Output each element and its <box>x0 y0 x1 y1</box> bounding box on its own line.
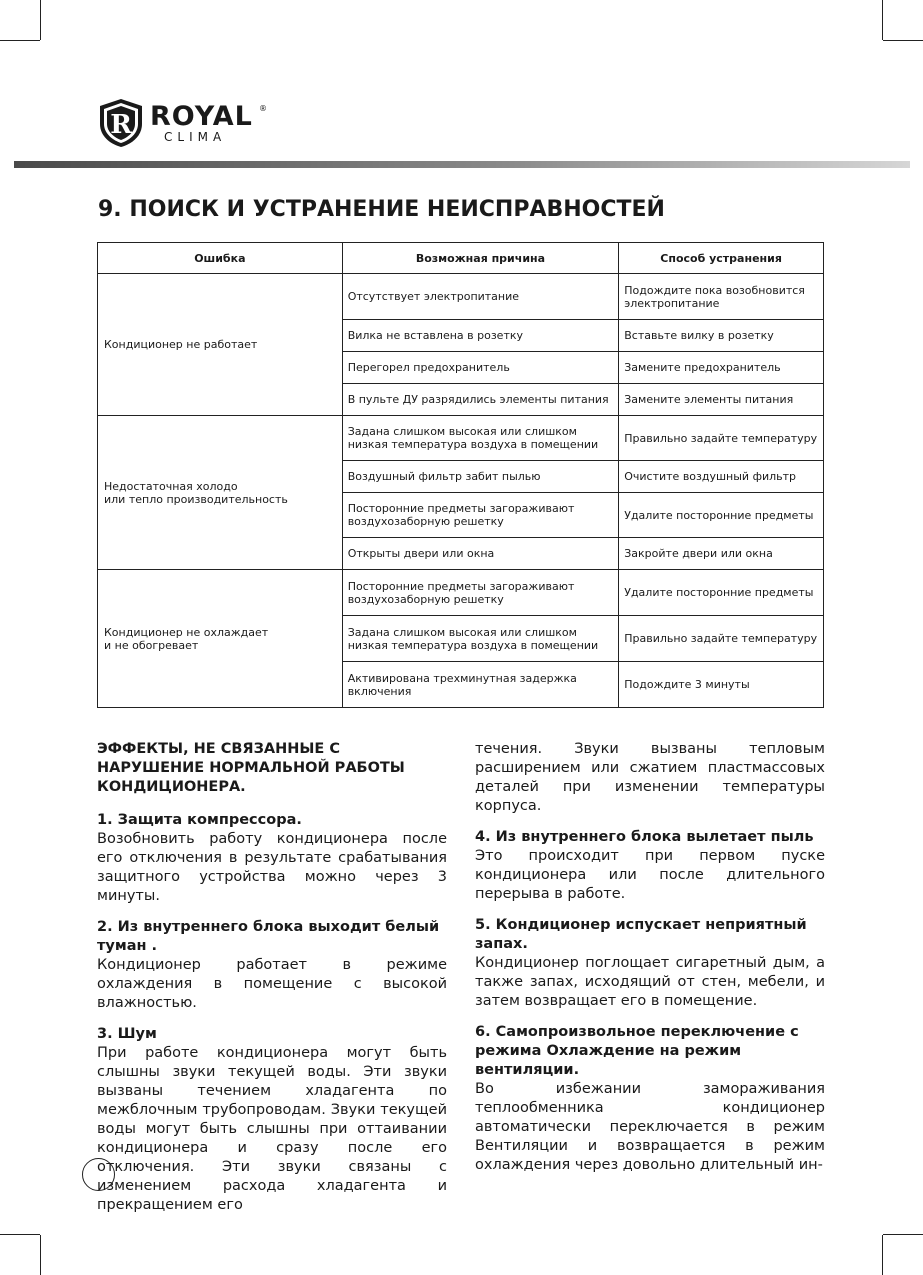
effect-item-continued <box>475 740 825 816</box>
brand-subtitle: CLIMA <box>164 130 227 144</box>
error-line: и не обогревает <box>104 638 199 652</box>
cause-cell: Открыты двери или окна <box>342 538 619 570</box>
error-line: Кондиционер не охлаждает <box>104 625 269 639</box>
crop-mark <box>0 40 40 41</box>
error-cell <box>98 416 343 570</box>
fix-cell: Правильно задайте температуру <box>619 616 824 662</box>
error-cell <box>98 570 343 708</box>
effect-item <box>475 828 825 904</box>
cause-cell: Воздушный фильтр забит пылью <box>342 461 619 493</box>
fix-cell: Удалите посторонние предметы <box>619 570 824 616</box>
troubleshooting-table <box>97 242 824 708</box>
cause-cell: Отсутствует электропитание <box>342 274 619 320</box>
fix-cell: Закройте двери или окна <box>619 538 824 570</box>
header-error: Ошибка <box>98 243 343 274</box>
effect-item <box>97 811 447 906</box>
brand-name: ROYAL <box>150 101 253 132</box>
fix-cell: Очистите воздушный фильтр <box>619 461 824 493</box>
effect-text: Возобновить работу кондиционера после его отключения в результате срабатывания защитного устройства можно через 3 минуты. <box>97 831 447 904</box>
error-line: или тепло производительность <box>104 492 288 506</box>
crop-mark <box>40 0 41 40</box>
fix-cell: Замените предохранитель <box>619 352 824 384</box>
effect-item <box>97 918 447 1013</box>
cause-cell: Задана слишком высокая или слишком низкая температура воздуха в помещении <box>342 616 619 662</box>
crop-mark <box>882 0 883 40</box>
effect-title: 4. Из внутреннего блока вылетает пыль <box>475 829 814 845</box>
effect-title: 2. Из внутреннего блока выходит белый туман . <box>97 919 440 954</box>
effect-title: 5. Кондиционер испускает неприятный запах. <box>475 917 807 952</box>
header-cause: Возможная причина <box>342 243 619 274</box>
crop-mark <box>883 1234 923 1235</box>
effect-text: течения. Звуки вызваны тепловым расширением или сжатием пластмассовых деталей при изменении температуры корпуса. <box>475 741 825 814</box>
crop-mark <box>882 1235 883 1275</box>
brand-registered: ® <box>259 104 267 113</box>
effects-heading: ЭФФЕКТЫ, НЕ СВЯЗАННЫЕ С НАРУШЕНИЕ НОРМАЛЬНОЙ РАБОТЫ КОНДИЦИОНЕРА. <box>97 741 405 795</box>
brand-logo <box>98 98 278 148</box>
crop-mark <box>883 40 923 41</box>
fix-cell: Удалите посторонние предметы <box>619 493 824 538</box>
cause-cell: Перегорел предохранитель <box>342 352 619 384</box>
cause-cell: В пульте ДУ разрядились элементы питания <box>342 384 619 416</box>
fix-cell: Подождите 3 минуты <box>619 662 824 708</box>
cause-cell: Посторонние предметы загораживают воздухозаборную решетку <box>342 493 619 538</box>
effect-text: Кондиционер поглощает сигаретный дым, а также запах, исходящий от стен, мебели, и затем возвращает его в помещение. <box>475 955 825 1009</box>
page-number-circle <box>82 1158 115 1191</box>
brand-mark-letter: R <box>110 110 132 140</box>
effect-item <box>97 1025 447 1215</box>
cause-cell: Задана слишком высокая или слишком низкая температура воздуха в помещении <box>342 416 619 461</box>
error-cell: Кондиционер не работает <box>98 274 343 416</box>
effect-title: 1. Защита компрессора. <box>97 812 302 828</box>
table-row <box>98 274 824 320</box>
effect-text: Во избежании замораживания теплообменника кондиционер автоматически переключается в режим Вентиляции и возвращается в режим охлаждения через довольно длительный ин- <box>475 1081 825 1173</box>
header-fix: Способ устранения <box>619 243 824 274</box>
effect-item <box>475 1023 825 1175</box>
effect-text: При работе кондиционера могут быть слышны звуки текущей воды. Эти звуки вызваны течением хладагента по межблочным трубопроводам. Звуки текущей воды могут быть слышны при оттаивании кондиционера и сразу после его отключения. Эти звуки связаны с изменением расхода хладагента и прекращением его <box>97 1045 447 1213</box>
crop-mark <box>40 1235 41 1275</box>
table-row <box>98 416 824 461</box>
left-column <box>97 740 447 1227</box>
cause-cell: Вилка не вставлена в розетку <box>342 320 619 352</box>
table-header-row <box>98 243 824 274</box>
header-divider <box>14 161 910 168</box>
error-line: Недостаточная холодо <box>104 479 238 493</box>
fix-cell: Вставьте вилку в розетку <box>619 320 824 352</box>
effects-section <box>97 740 825 1227</box>
effect-title: 3. Шум <box>97 1026 157 1042</box>
brand-shield-icon <box>98 98 144 148</box>
effect-item <box>475 916 825 1011</box>
table-row <box>98 570 824 616</box>
crop-mark <box>0 1234 40 1235</box>
effect-text: Это происходит при первом пуске кондиционера или после длительного перерыва в работе. <box>475 848 825 902</box>
fix-cell: Правильно задайте температуру <box>619 416 824 461</box>
section-title: 9. ПОИСК И УСТРАНЕНИЕ НЕИСПРАВНОСТЕЙ <box>98 197 665 222</box>
right-column <box>475 740 825 1227</box>
cause-cell: Посторонние предметы загораживают воздухозаборную решетку <box>342 570 619 616</box>
cause-cell: Активирована трехминутная задержка включения <box>342 662 619 708</box>
effect-text: Кондиционер работает в режиме охлаждения в помещение с высокой влажностью. <box>97 957 447 1011</box>
fix-cell: Замените элементы питания <box>619 384 824 416</box>
fix-cell: Подождите пока возобновится электропитание <box>619 274 824 320</box>
effect-title: 6. Самопроизвольное переключение с режима Охлаждение на режим вентиляции. <box>475 1024 799 1078</box>
